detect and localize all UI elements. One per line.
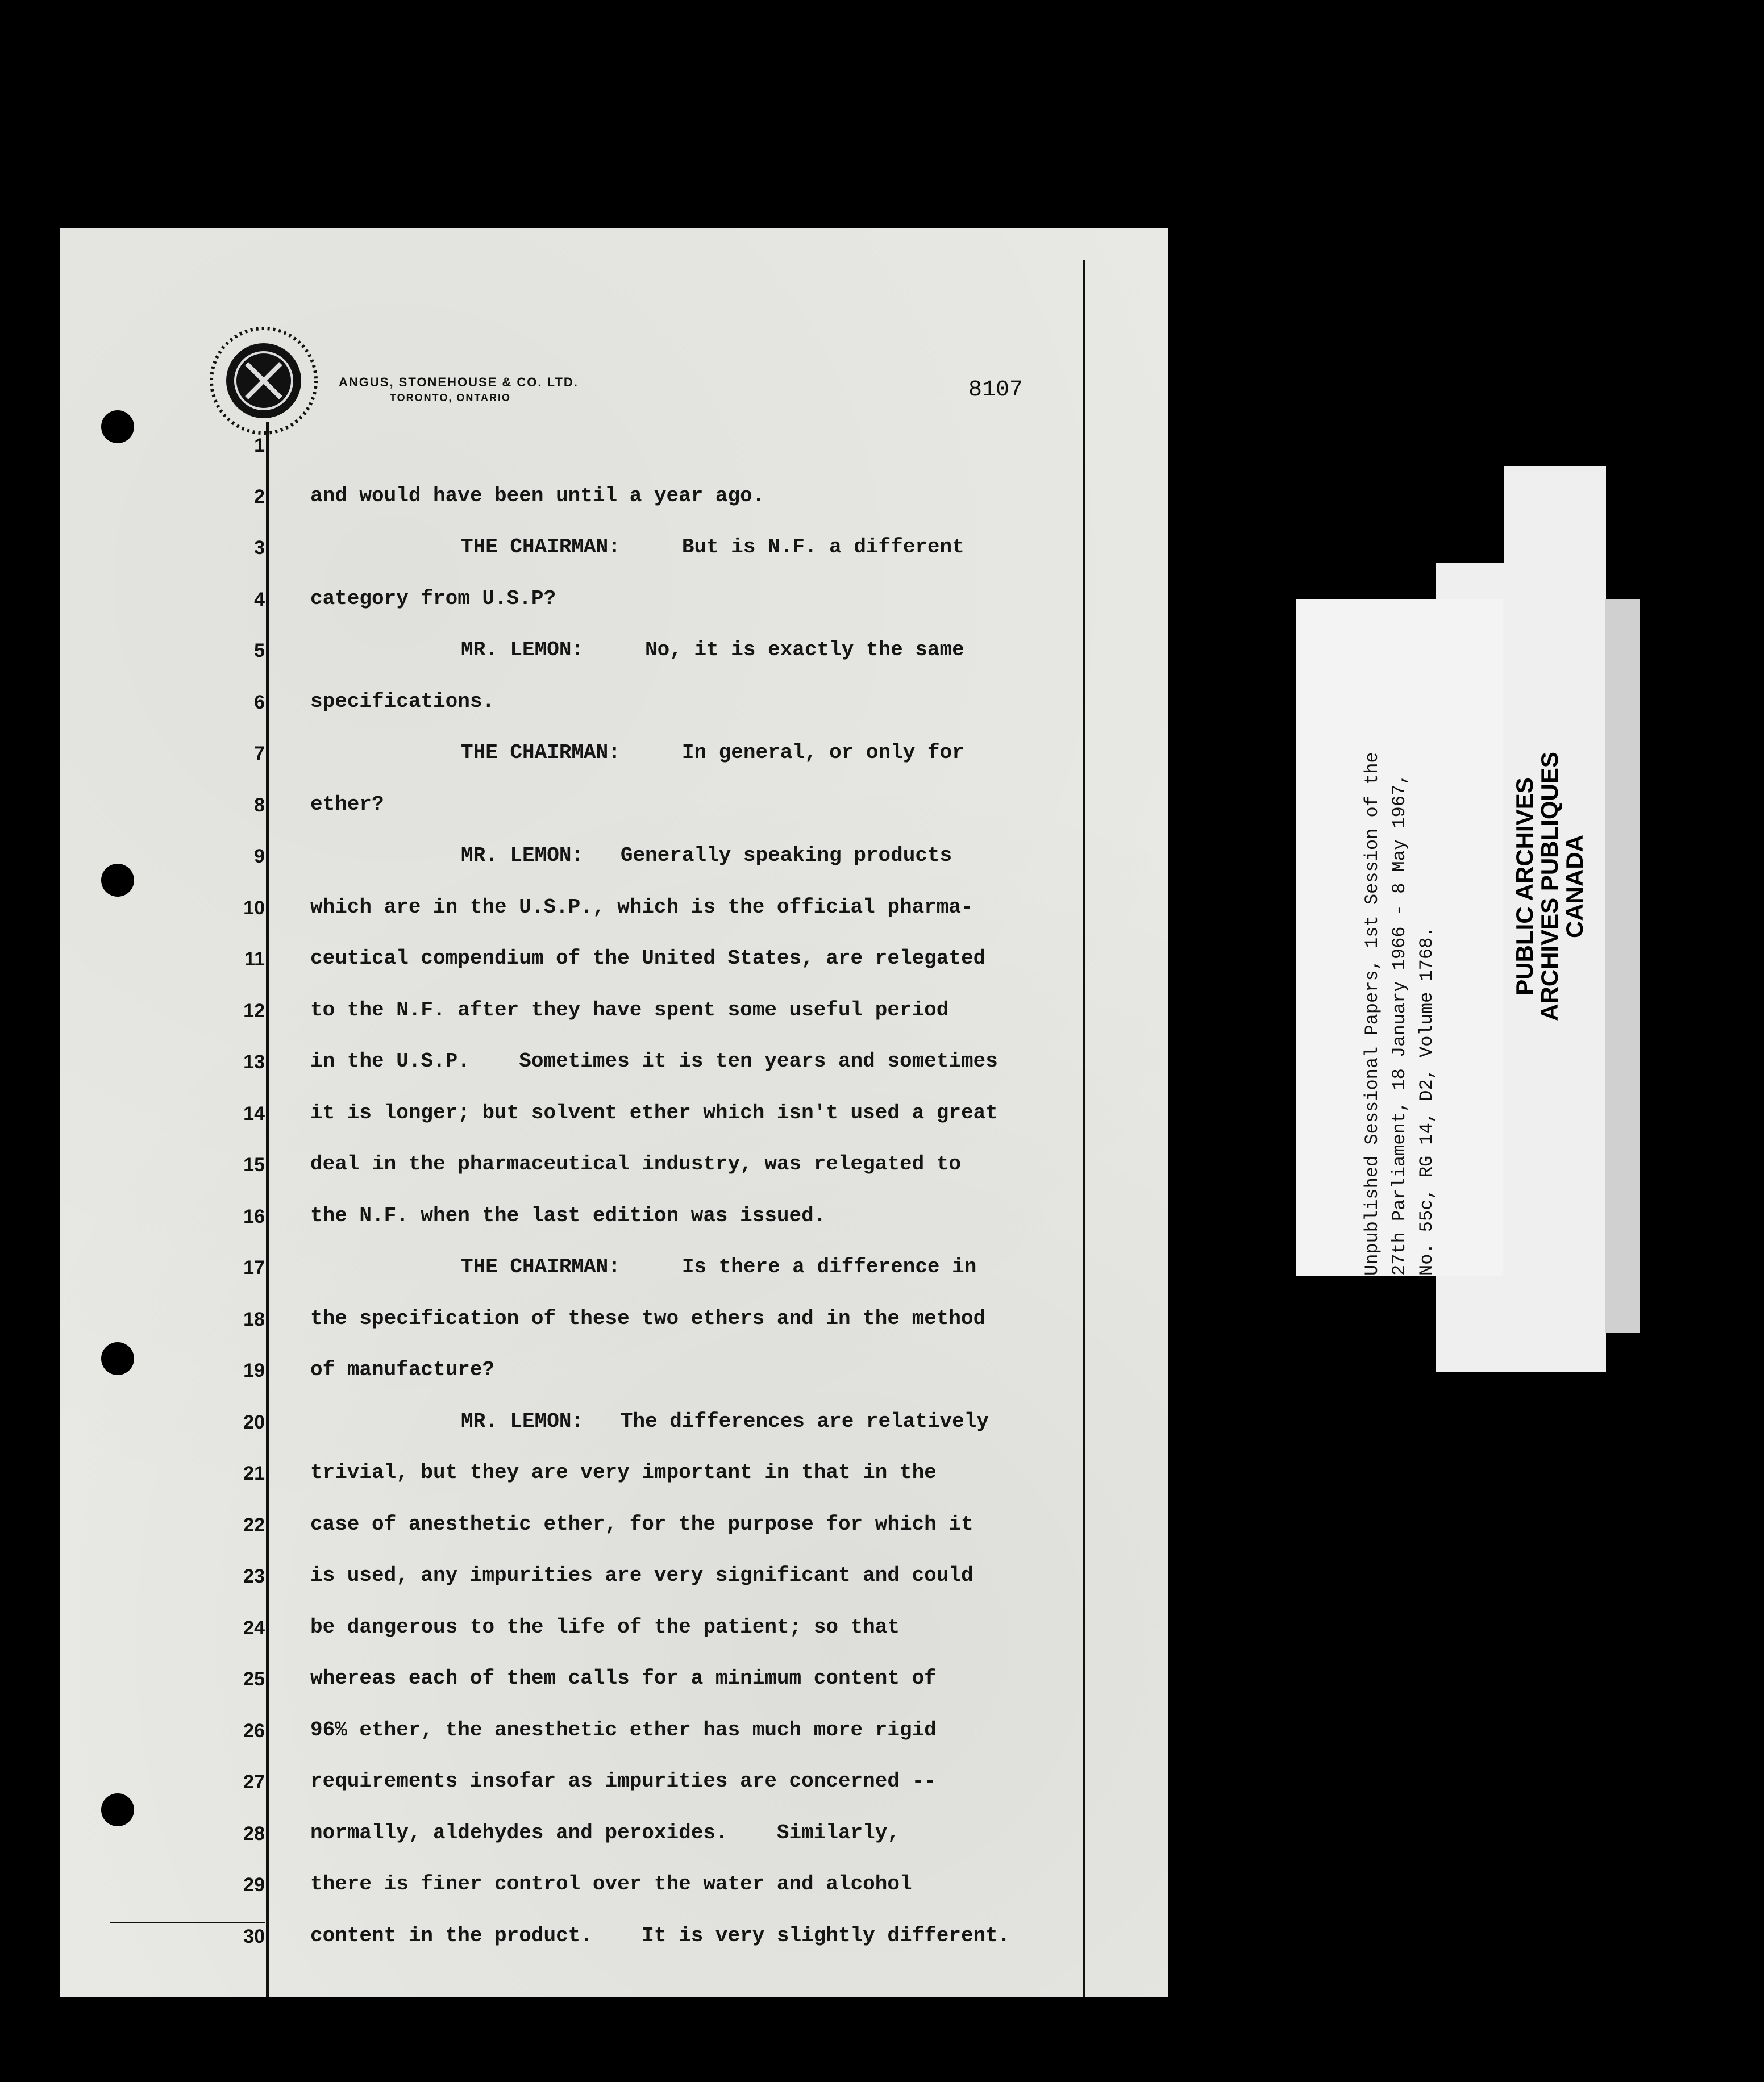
line-number: 22 bbox=[243, 1514, 265, 1536]
binder-hole bbox=[101, 410, 134, 443]
binder-hole bbox=[101, 864, 134, 897]
line-number: 3 bbox=[254, 537, 265, 559]
archive-reference-line: 27th Parliament, 18 January 1966 - 8 May 1967, bbox=[1389, 773, 1410, 1276]
transcript-line: ceutical compendium of the United States, are relegated bbox=[310, 947, 986, 970]
line-number: 12 bbox=[243, 1000, 265, 1022]
transcript-line: the specification of these two ethers and in the method bbox=[310, 1307, 986, 1330]
archive-stamp-edge bbox=[1605, 599, 1640, 1333]
line-number: 18 bbox=[243, 1309, 265, 1330]
right-rule bbox=[1083, 260, 1085, 1997]
transcript-line: in the U.S.P. Sometimes it is ten years and sometimes bbox=[310, 1050, 998, 1073]
line-number: 23 bbox=[243, 1565, 265, 1587]
page-number: 8107 bbox=[968, 377, 1024, 403]
line-number: 27 bbox=[243, 1771, 265, 1793]
transcript-line: and would have been until a year ago. bbox=[310, 484, 765, 507]
binder-hole bbox=[101, 1342, 134, 1375]
line-number: 29 bbox=[243, 1874, 265, 1896]
line-number: 19 bbox=[243, 1360, 265, 1381]
stamp-line: ARCHIVES PUBLIQUES bbox=[1536, 752, 1563, 1021]
line-number: 6 bbox=[254, 692, 265, 713]
transcript-line: trivial, but they are very important in that in the bbox=[310, 1461, 937, 1484]
line-number: 5 bbox=[254, 640, 265, 661]
transcript-line: THE CHAIRMAN: Is there a difference in bbox=[461, 1255, 977, 1279]
transcript-line: 96% ether, the anesthetic ether has much more rigid bbox=[310, 1718, 937, 1742]
line-number: 26 bbox=[243, 1720, 265, 1742]
transcript-line: there is finer control over the water and alcohol bbox=[310, 1872, 912, 1896]
line-number: 8 bbox=[254, 794, 265, 816]
line-number: 1 bbox=[254, 435, 265, 456]
line-number: 28 bbox=[243, 1823, 265, 1844]
transcript-line: case of anesthetic ether, for the purpose for which it bbox=[310, 1513, 973, 1536]
public-archives-stamp bbox=[1512, 631, 1587, 1142]
transcript-line: which are in the U.S.P., which is the official pharma- bbox=[310, 896, 973, 919]
transcript-line: MR. LEMON: The differences are relatively bbox=[461, 1410, 989, 1433]
transcript-line: to the N.F. after they have spent some useful period bbox=[310, 998, 949, 1022]
transcript-line: of manufacture? bbox=[310, 1358, 495, 1381]
transcript-line: ether? bbox=[310, 793, 384, 816]
transcript-line: THE CHAIRMAN: In general, or only for bbox=[461, 741, 964, 764]
line-number: 20 bbox=[243, 1411, 265, 1433]
company-name: ANGUS, STONEHOUSE & CO. LTD. bbox=[339, 375, 579, 389]
transcript-line: it is longer; but solvent ether which isn't used a great bbox=[310, 1101, 998, 1125]
transcript-line: be dangerous to the life of the patient; so that bbox=[310, 1615, 900, 1639]
transcript-line: is used, any impurities are very significant and could bbox=[310, 1564, 973, 1587]
company-header bbox=[339, 375, 579, 404]
footer-rule bbox=[110, 1922, 265, 1923]
archive-reference-line: No. 55c, RG 14, D2, Volume 1768. bbox=[1416, 926, 1437, 1276]
transcript-line: requirements insofar as impurities are concerned -- bbox=[310, 1769, 937, 1793]
margin-rule bbox=[266, 422, 269, 1997]
line-number: 2 bbox=[254, 486, 265, 507]
transcript-line: content in the product. It is very slightly different. bbox=[310, 1924, 1010, 1947]
transcript-line: THE CHAIRMAN: But is N.F. a different bbox=[461, 535, 964, 559]
stamp-line: PUBLIC ARCHIVES bbox=[1511, 777, 1538, 996]
transcript-line: MR. LEMON: Generally speaking products bbox=[461, 844, 952, 867]
binder-hole bbox=[101, 1793, 134, 1826]
line-number: 16 bbox=[243, 1206, 265, 1227]
transcription-seal-logo bbox=[207, 324, 321, 438]
archive-slip-notch bbox=[1436, 466, 1504, 563]
transcript-line: normally, aldehydes and peroxides. Similarly, bbox=[310, 1821, 900, 1844]
transcript-line: MR. LEMON: No, it is exactly the same bbox=[461, 638, 964, 661]
transcript-line: deal in the pharmaceutical industry, was relegated to bbox=[310, 1152, 961, 1176]
line-number: 11 bbox=[244, 948, 265, 970]
transcript-line: whereas each of them calls for a minimum content of bbox=[310, 1667, 937, 1690]
archive-reference-line: Unpublished Sessional Papers, 1st Session of the bbox=[1362, 752, 1383, 1276]
company-city: TORONTO, ONTARIO bbox=[390, 392, 511, 403]
transcript-page bbox=[60, 228, 1168, 1997]
line-number: 4 bbox=[254, 589, 265, 610]
line-number: 15 bbox=[243, 1154, 265, 1176]
line-number: 25 bbox=[243, 1668, 265, 1690]
archive-reference bbox=[1359, 599, 1441, 1276]
transcript-line: category from U.S.P? bbox=[310, 587, 556, 610]
line-number: 7 bbox=[254, 743, 265, 764]
line-number: 21 bbox=[243, 1463, 265, 1484]
transcript-line: the N.F. when the last edition was issued. bbox=[310, 1204, 826, 1227]
line-number: 17 bbox=[243, 1257, 265, 1279]
stamp-line: CANADA bbox=[1561, 835, 1588, 938]
line-number: 24 bbox=[243, 1617, 265, 1639]
line-number: 13 bbox=[243, 1051, 265, 1073]
line-number: 9 bbox=[254, 846, 265, 867]
line-number: 14 bbox=[243, 1103, 265, 1125]
transcript-line: specifications. bbox=[310, 690, 495, 713]
line-number: 10 bbox=[243, 897, 265, 919]
line-number: 30 bbox=[243, 1926, 265, 1947]
